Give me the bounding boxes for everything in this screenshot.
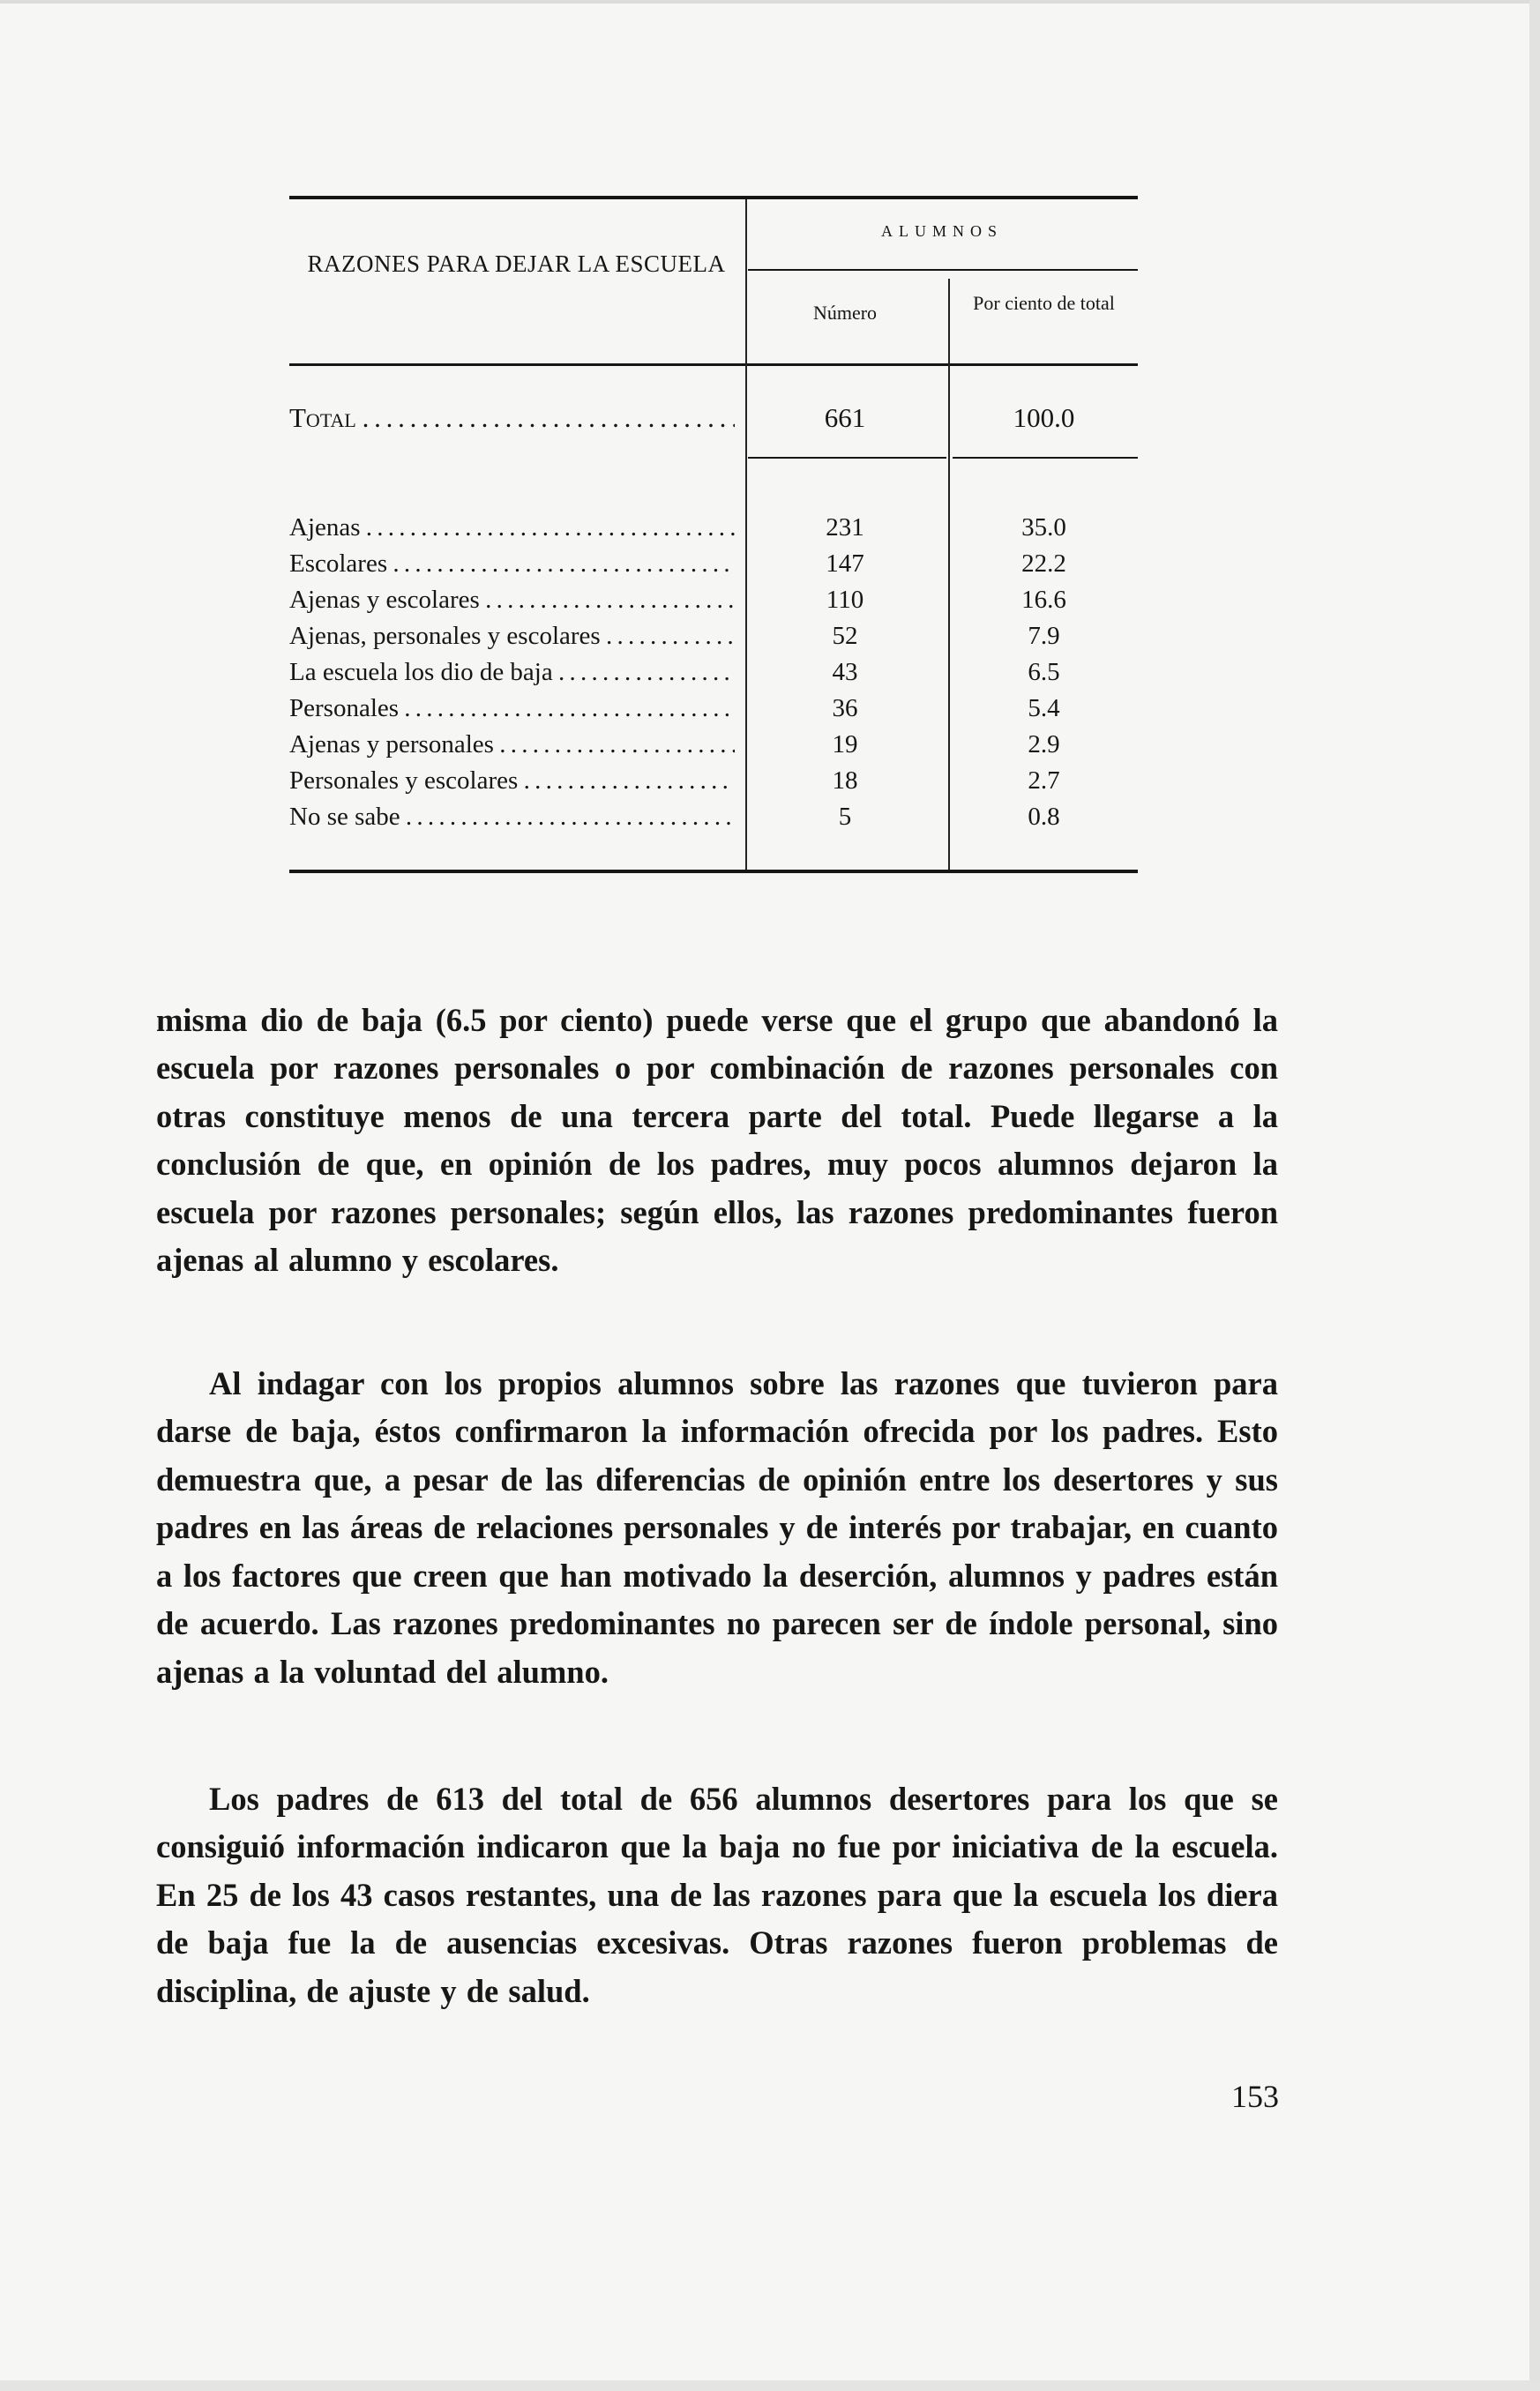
paragraph-3: Los padres de 613 del total de 656 alumnos desertores para los que se consiguió información indicaron que la baja no fue por iniciativa de la escuela. En 25 de los 43 casos restantes, una de las razones para que la escuela los diera de baja fue la de ausencias excesivas. Otras razones fueron problemas de disciplina, de ajuste y de salud. (156, 1780, 1278, 2009)
page-number: 153 (1231, 2079, 1279, 2114)
row-percent: 2.9 (1028, 730, 1060, 758)
total-rule-percent (953, 457, 1138, 459)
header-number: Número (812, 302, 878, 324)
table-row (289, 510, 1138, 545)
row-label: Personales . . . (289, 691, 735, 726)
row-label: Ajenas y escolares . . . (289, 582, 735, 617)
row-number: 5 (838, 803, 852, 831)
table-row (289, 654, 1138, 690)
row-number: 18 (832, 766, 858, 795)
row-number: 19 (832, 730, 858, 758)
row-label: Ajenas . . . (289, 510, 735, 545)
table-row (289, 691, 1138, 726)
table-row (289, 799, 1138, 834)
row-label: Ajenas y personales . . . (289, 727, 735, 762)
table-row (289, 618, 1138, 654)
row-percent: 35.0 (1021, 513, 1066, 542)
table-row (289, 763, 1138, 798)
row-percent: 2.7 (1028, 766, 1060, 795)
row-label: La escuela los dio de baja . . . (289, 654, 735, 690)
row-label: Personales y escolares . . . (289, 763, 735, 798)
table-row-total (289, 400, 1138, 436)
header-bottom-rule (289, 363, 1138, 366)
row-percent: 22.2 (1021, 549, 1066, 578)
row-number: 52 (832, 622, 858, 650)
row-number: 231 (826, 513, 864, 542)
row-number: 147 (826, 549, 864, 578)
reasons-table (289, 196, 1138, 875)
header-reasons: RAZONES PARA DEJAR LA ESCUELA (307, 250, 726, 277)
row-percent: 0.8 (1028, 803, 1060, 831)
row-percent: 5.4 (1028, 694, 1060, 722)
table-top-rule (289, 196, 1138, 199)
paragraph-1: misma dio de baja (6.5 por ciento) puede verse que el grupo que abandonó la escuela por razones personales o por combinación de razones personales con otras constituye menos de una tercera parte del total. Puede llegarse a la conclusión de que, en opinión de los padres, muy pocos alumnos dejaron la escuela por razones personales; según ellos, las razones predominantes fueron ajenas al alumno y escolares. (156, 1001, 1278, 1278)
page-edge-right (1529, 0, 1540, 2391)
page-edge-top (0, 0, 1540, 4)
header-percent: Por ciento de total (973, 292, 1115, 314)
row-number: 110 (826, 586, 864, 614)
table-row (289, 546, 1138, 581)
row-percent: 6.5 (1028, 658, 1060, 686)
page-edge-bottom (0, 2380, 1540, 2391)
row-label: Ajenas, personales y escolares . . . (289, 618, 735, 654)
row-number: 661 (824, 402, 866, 433)
row-number: 36 (832, 694, 858, 722)
paragraph-2: Al indagar con los propios alumnos sobre las razones que tuvieron para darse de baja, éstos confirmaron la información ofrecida por los padres. Esto demuestra que, a pesar de las diferencias de opinión entre los desertores y sus padres en las áreas de relaciones personales y de interés por trabajar, en cuanto a los factores que creen que han motivado la deserción, alumnos y padres están de acuerdo. Las razones predominantes no parecen ser de índole personal, sino ajenas a la voluntad del alumno. (156, 1364, 1278, 1690)
row-percent: 100.0 (1013, 402, 1075, 433)
total-rule-numbers (748, 457, 946, 459)
group-underline (748, 269, 1138, 271)
row-percent: 16.6 (1021, 586, 1066, 614)
row-number: 43 (832, 658, 858, 686)
table-bottom-rule (289, 870, 1138, 873)
table-row (289, 582, 1138, 617)
row-percent: 7.9 (1028, 622, 1060, 650)
row-label: Total . . . (289, 400, 735, 436)
header-alumnos: ALUMNOS (880, 222, 1003, 240)
row-label: No se sabe . . . (289, 799, 735, 834)
table-row (289, 727, 1138, 762)
row-label: Escolares . . . (289, 546, 735, 581)
